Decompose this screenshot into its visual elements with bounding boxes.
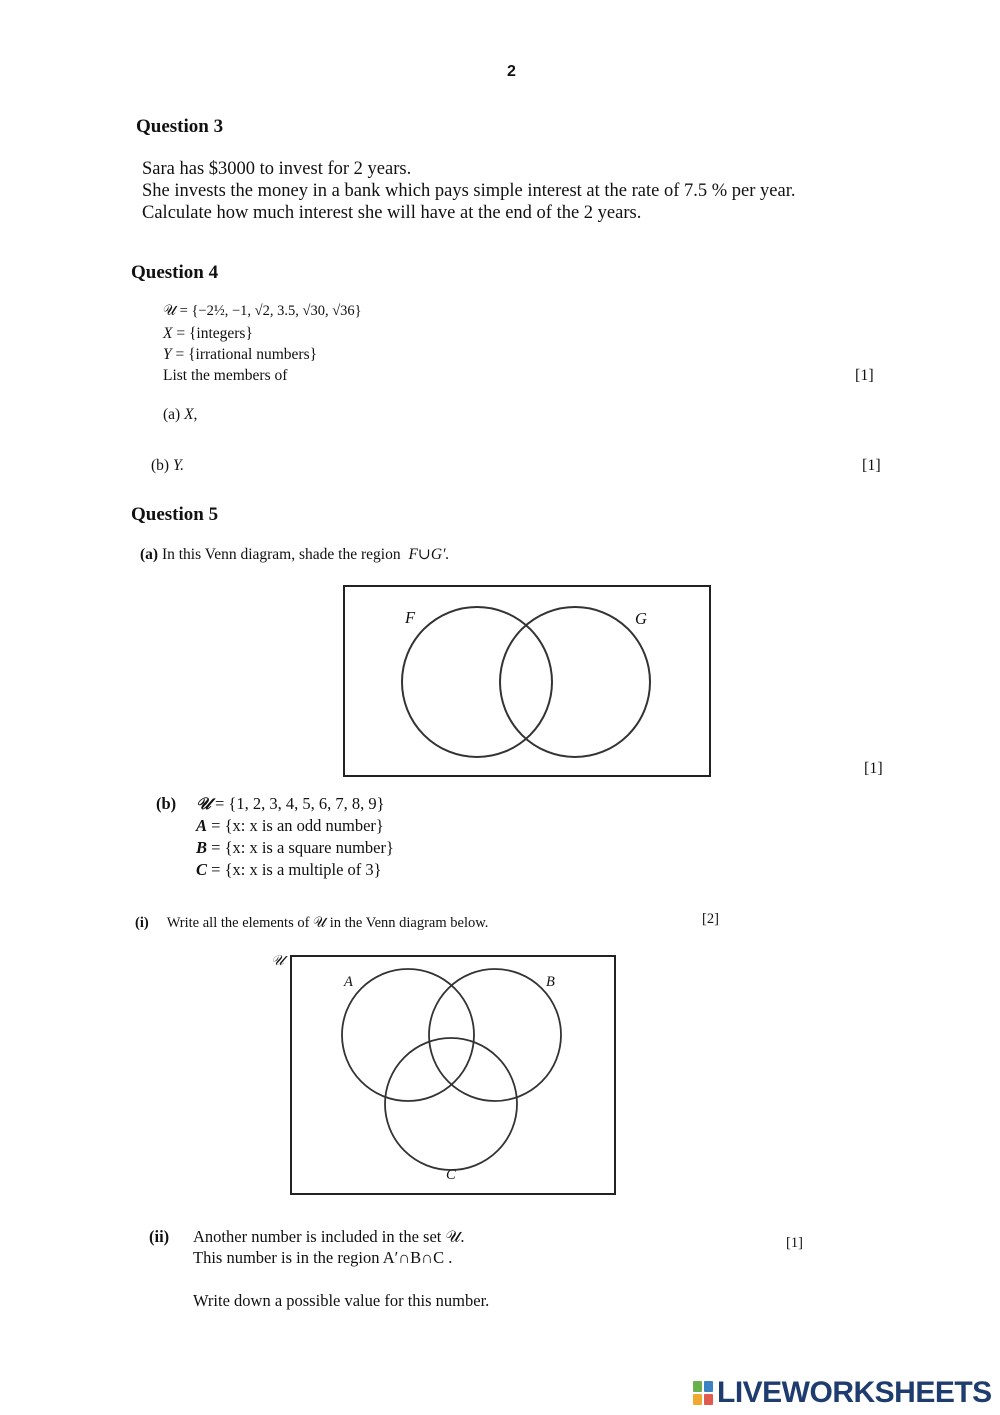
- q5-b-line-c-symbol: C: [196, 860, 208, 879]
- q5-b-line-c-rest: = {x: x is a multiple of 3}: [207, 860, 382, 879]
- q5-mark-a: [1]: [864, 760, 883, 777]
- venn-diagram-abc[interactable]: [289, 954, 617, 1196]
- q5-b-line-b-symbol: B: [196, 838, 208, 857]
- venn-abc-label-universal: 𝒰: [271, 953, 285, 969]
- q4-x-definition: [163, 325, 253, 343]
- q5-part-ii-line-1: Another number is included in the set 𝒰.: [193, 1227, 465, 1246]
- q4-x-symbol: X: [163, 325, 173, 342]
- q5-mark-i: [2]: [702, 911, 719, 927]
- q5-part-ii-line-3: Write down a possible value for this number.: [193, 1291, 490, 1310]
- q5-part-i-text: Write all the elements of 𝒰 in the Venn diagram below.: [166, 915, 489, 931]
- q4-y-definition: [163, 346, 317, 364]
- q3-line-1: Sara has $3000 to invest for 2 years.: [142, 159, 412, 179]
- q5-b-line-e: [196, 794, 385, 814]
- q5-b-line-a-symbol: A: [196, 816, 208, 835]
- q5-b-line-b: [196, 838, 394, 858]
- venn-abc-circle-c: [385, 1038, 517, 1170]
- venn-fg-label-f: F: [405, 608, 416, 627]
- q5-mark-ii: [1]: [786, 1235, 803, 1251]
- question-4-heading: Question 4: [131, 262, 219, 283]
- venn-abc-universal-rect: [291, 956, 615, 1194]
- venn-fg-label-g: G: [635, 609, 647, 628]
- venn-abc-label-c: C: [446, 1167, 456, 1183]
- q5-part-b-label: (b): [156, 794, 177, 813]
- q4-mark-2: [1]: [862, 457, 881, 474]
- question-5-heading: Question 5: [131, 504, 219, 525]
- venn-diagram-fg[interactable]: [342, 584, 712, 779]
- question-3-heading: Question 3: [136, 116, 224, 137]
- q5-b-line-c: [196, 860, 382, 880]
- q5-part-a-expression: F∪G′.: [408, 546, 450, 563]
- q4-part-a: [163, 406, 197, 424]
- page-number: 2: [507, 63, 516, 80]
- q5-part-ii-label: (ii): [149, 1227, 170, 1246]
- q4-part-a-label: (a): [163, 406, 181, 423]
- venn-abc-circle-a: [342, 969, 474, 1101]
- liveworksheets-logo-icon: [693, 1381, 713, 1405]
- q5-part-a-text: In this Venn diagram, shade the region: [161, 546, 401, 563]
- venn-fg-circle-f: [402, 607, 552, 757]
- q4-mark-1: [1]: [855, 367, 874, 384]
- q5-part-a-label: (a): [140, 546, 159, 563]
- liveworksheets-logo-text: LIVEWORKSHEETS: [717, 1376, 992, 1409]
- q4-y-set: = {irrational numbers}: [171, 346, 318, 363]
- q4-part-b-text: Y.: [172, 457, 185, 474]
- liveworksheets-logo[interactable]: [693, 1376, 992, 1410]
- q4-part-a-text: X,: [184, 406, 198, 423]
- q4-universal-set: 𝒰 = {−2½, −1, √2, 3.5, √30, √36}: [163, 303, 362, 319]
- venn-fg-universal-rect: [344, 586, 710, 776]
- q5-part-i: [135, 915, 488, 932]
- q5-b-line-e-rest: = {1, 2, 3, 4, 5, 6, 7, 8, 9}: [210, 794, 385, 813]
- venn-fg-circle-g: [500, 607, 650, 757]
- q4-list-instruction: List the members of: [163, 367, 288, 384]
- q5-b-line-a-rest: = {x: x is an odd number}: [207, 816, 384, 835]
- venn-abc-label-b: B: [546, 974, 555, 990]
- q5-b-line-e-symbol: 𝒰: [196, 794, 211, 813]
- q4-y-symbol: Y: [163, 346, 172, 363]
- q4-x-set: = {integers}: [172, 325, 253, 342]
- venn-abc-label-a: A: [344, 974, 353, 990]
- q5-b-line-a: [196, 816, 384, 836]
- venn-abc-circle-b: [429, 969, 561, 1101]
- q5-part-ii-line-2: This number is in the region A′∩B∩C .: [193, 1248, 453, 1267]
- q3-line-3: Calculate how much interest she will have at the end of the 2 years.: [142, 203, 642, 223]
- q5-b-line-b-rest: = {x: x is a square number}: [207, 838, 394, 857]
- q5-part-i-label: (i): [135, 915, 149, 931]
- q4-part-b-label: (b): [151, 457, 170, 474]
- q4-part-b: [151, 457, 184, 475]
- q5-part-a: [140, 545, 449, 564]
- q3-line-2: She invests the money in a bank which pays simple interest at the rate of 7.5 % per year.: [142, 181, 796, 201]
